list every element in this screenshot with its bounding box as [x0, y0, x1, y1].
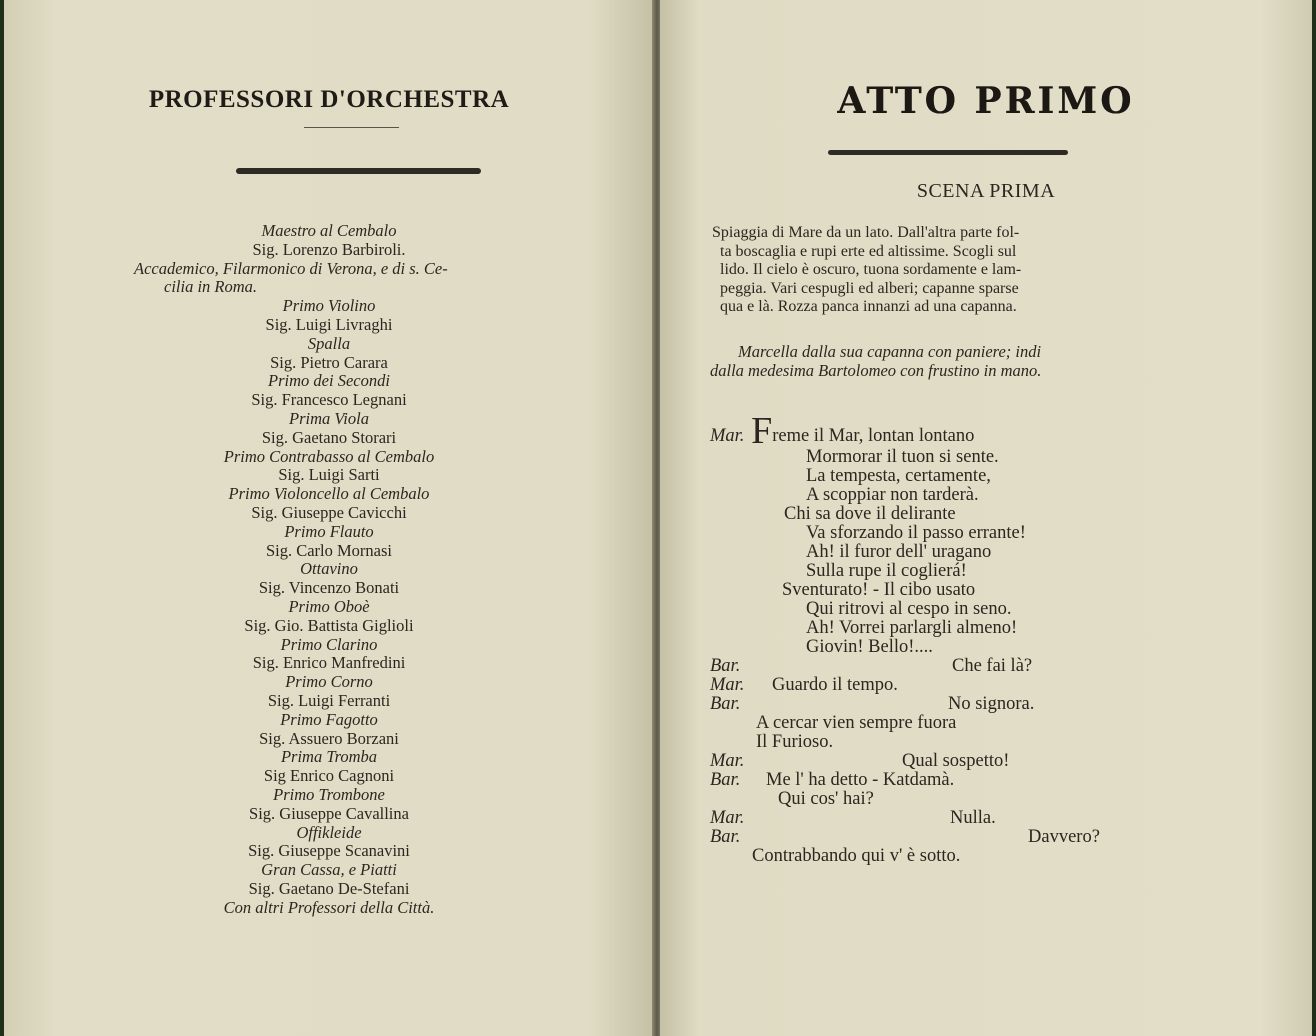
verse-text: Ah! Vorrei parlargli almeno!	[806, 618, 1018, 638]
verse-text: Il Furioso.	[756, 732, 834, 752]
verse-line	[710, 790, 1270, 809]
speaker-label: Mar.	[710, 426, 745, 446]
verse-text: Qui ritrovi al cespo in seno.	[806, 599, 1012, 619]
verse-text: Che fai là?	[952, 656, 1033, 676]
verse-text: Mormorar il tuon si sente.	[806, 447, 999, 467]
verse-text: No signora.	[948, 694, 1035, 714]
act-title: ATTO PRIMO	[837, 80, 1135, 122]
verse-line	[710, 467, 1270, 486]
verse-text: Va sforzando il passo errante!	[806, 523, 1026, 543]
verse-text: A cercar vien sempre fuora	[756, 713, 957, 733]
title-underline	[304, 127, 399, 128]
verse-line	[710, 600, 1270, 619]
credit-role: Primo Violino	[282, 296, 376, 316]
verse-text: A scoppiar non tarderà.	[806, 485, 979, 505]
credit-closing: Con altri Professori della Città.	[223, 897, 435, 917]
verse-line	[710, 714, 1270, 733]
credit-name: Sig. Luigi Sarti	[278, 465, 380, 485]
speaker-label: Mar.	[710, 751, 745, 771]
credit-name: Sig. Carlo Mornasi	[265, 540, 393, 560]
verse-text: Qual sospetto!	[902, 751, 1010, 771]
credit-name: Sig. Assuero Borzani	[259, 728, 399, 748]
verse-line	[710, 524, 1270, 543]
credit-note: Accademico, Filarmonico di Verona, e di s. Ce-	[134, 258, 448, 278]
credit-name: Sig. Pietro Carara	[270, 352, 388, 372]
setting-line: peggia. Vari cespugli ed alberi; capanne sparse	[720, 279, 1019, 297]
credit-name: Sig. Luigi Livraghi	[265, 314, 393, 334]
verse-line	[710, 752, 1270, 771]
setting-line: Spiaggia di Mare da un lato. Dall'altra parte fol-	[712, 224, 1020, 241]
speaker-label: Bar.	[710, 694, 741, 714]
verse-text: Davvero?	[1028, 827, 1100, 847]
setting-line: qua e là. Rozza panca innanzi ad una capanna.	[720, 298, 1017, 315]
verse-line	[710, 676, 1270, 695]
credit-name: Sig. Giuseppe Scanavini	[248, 841, 410, 861]
credit-role: Gran Cassa, e Piatti	[261, 860, 397, 880]
credit-role: Primo dei Secondi	[268, 371, 390, 391]
credit-role: Primo Oboè	[288, 596, 370, 616]
verse-text: Chi sa dove il delirante	[784, 504, 956, 524]
verse-text: Qui cos' hai?	[778, 789, 874, 809]
credit-role: Ottavino	[300, 559, 358, 579]
credit-note: cilia in Roma.	[164, 277, 258, 297]
speaker-label: Bar.	[710, 656, 741, 676]
verse-line	[710, 581, 1270, 600]
orchestra-credits	[4, 222, 654, 917]
libretto-verse	[710, 410, 1270, 866]
verse-line	[710, 695, 1270, 714]
credit-role: Primo Clarino	[280, 634, 378, 654]
verse-text: Contrabbando qui v' è sotto.	[752, 846, 961, 866]
speaker-label: Mar.	[710, 808, 745, 828]
credit-name: Sig. Giuseppe Cavallina	[249, 803, 409, 823]
verse-line	[710, 619, 1270, 638]
setting-line: lido. Il cielo è oscuro, tuona sordamente e lam-	[720, 261, 1022, 278]
verse-line	[710, 847, 1270, 866]
credit-role: Spalla	[307, 333, 351, 353]
drop-cap: F	[751, 410, 773, 452]
verse-text: Nulla.	[950, 808, 996, 828]
credit-role: Maestro al Cembalo	[261, 221, 397, 240]
speaker-label: Bar.	[710, 827, 741, 847]
verse-line	[710, 410, 1270, 452]
credit-name: Sig. Gio. Battista Giglioli	[244, 615, 414, 635]
credit-name: Sig. Enrico Manfredini	[252, 653, 406, 673]
credit-name: Sig. Francesco Legnani	[251, 390, 407, 410]
verse-text: Giovin! Bello!....	[806, 637, 933, 657]
left-page	[4, 0, 654, 1036]
credit-role: Prima Viola	[289, 408, 369, 428]
credit-name: Sig. Luigi Ferranti	[267, 690, 391, 710]
credit-name: Sig. Gaetano De-Stefani	[248, 878, 410, 898]
credit-role: Primo Contrabasso al Cembalo	[223, 446, 435, 466]
stage-direction-line: dalla medesima Bartolomeo con frustino in mano.	[710, 361, 1042, 380]
verse-line	[710, 733, 1270, 752]
credit-name: Sig. Giuseppe Cavicchi	[251, 502, 407, 522]
credit-role: Primo Corno	[285, 672, 373, 692]
verse-text: reme il Mar, lontan lontano	[772, 426, 975, 446]
scene-setting	[712, 224, 1172, 317]
page-title: PROFESSORI D'ORCHESTRA	[148, 86, 510, 113]
verse-line	[710, 771, 1270, 790]
credit-role: Primo Trombone	[273, 784, 385, 804]
credit-role: Offikleide	[296, 822, 362, 842]
credit-role: Primo Violoncello al Cembalo	[228, 484, 430, 504]
right-page	[660, 0, 1312, 1036]
verse-line	[710, 448, 1270, 467]
verse-text: Sventurato! - Il cibo usato	[782, 580, 976, 600]
credit-name: Sig. Vincenzo Bonati	[258, 578, 400, 598]
verse-text: La tempesta, certamente,	[806, 466, 991, 486]
credit-name: Sig. Lorenzo Barbiroli.	[252, 239, 406, 259]
speaker-label: Bar.	[710, 770, 741, 790]
verse-line	[710, 638, 1270, 657]
verse-text: Me l' ha detto - Katdamà.	[766, 770, 955, 790]
verse-line	[710, 657, 1270, 676]
verse-line	[710, 486, 1270, 505]
credit-name: Sig Enrico Cagnoni	[263, 766, 395, 786]
verse-line	[710, 543, 1270, 562]
credit-name: Sig. Gaetano Storari	[261, 427, 397, 447]
credit-role: Prima Tromba	[280, 747, 378, 767]
speaker-label: Mar.	[710, 675, 745, 695]
ornamental-rule	[236, 168, 481, 174]
verse-text: Guardo il tempo.	[772, 675, 898, 695]
stage-direction-line: Marcella dalla sua capanna con paniere; indi	[738, 342, 1042, 361]
ornamental-rule	[828, 150, 1068, 155]
credit-role: Primo Flauto	[284, 521, 374, 541]
verse-line	[710, 828, 1270, 847]
credit-role: Primo Fagotto	[280, 709, 378, 729]
setting-line: ta boscaglia e rupi erte ed altissime. Scogli sul	[720, 242, 1017, 260]
verse-text: Ah! il furor dell' uragano	[806, 542, 992, 562]
verse-line	[710, 505, 1270, 524]
stage-direction	[710, 342, 1180, 380]
verse-line	[710, 562, 1270, 581]
verse-line	[710, 809, 1270, 828]
scene-title: SCENA PRIMA	[916, 180, 1056, 202]
verse-text: Sulla rupe il coglierá!	[806, 561, 967, 581]
